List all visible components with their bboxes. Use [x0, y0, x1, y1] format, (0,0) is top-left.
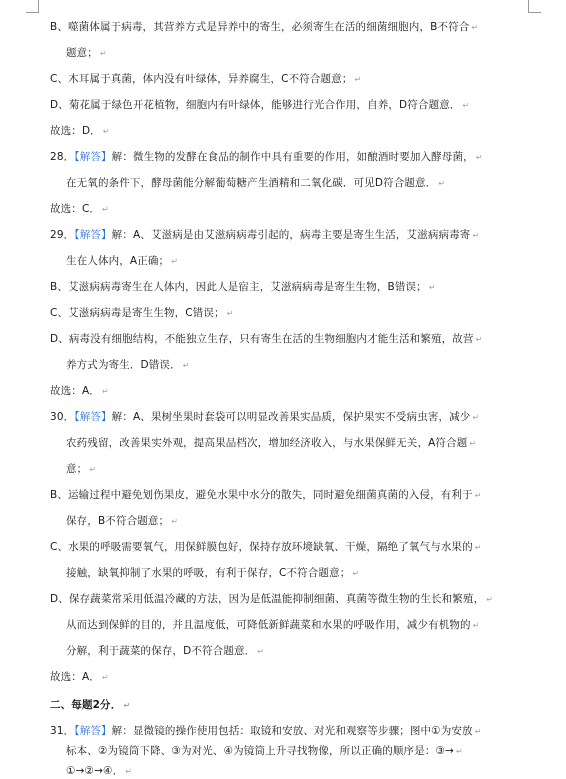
paragraph-mark-icon: ↵	[354, 75, 362, 84]
paragraph-mark-icon: ↵	[257, 647, 265, 656]
paragraph-mark-icon: ↵	[474, 727, 482, 736]
line-text: 解：显微镜的操作使用包括：取镜和安放、对光和观察等步骤；图中①为安放	[111, 725, 473, 737]
line-text: C、水果的呼吸需要氧气，用保鲜膜包好，保持存放环境缺氧、干燥，隔绝了氧气与水果的	[50, 541, 473, 553]
line-text: 题意；	[66, 47, 98, 59]
paragraph-mark-icon: ↵	[101, 673, 109, 682]
line-text: 二、每题2分．	[50, 699, 122, 711]
text-line	[50, 202, 109, 217]
paragraph-mark-icon: ↵	[456, 747, 463, 756]
paragraph-mark-icon: ↵	[182, 361, 190, 370]
text-line	[50, 72, 361, 87]
paragraph-mark-icon: ↵	[475, 335, 483, 344]
line-text: 生在人体内，A正确；	[66, 255, 170, 267]
line-text: D、病毒没有细胞结构，不能独立生存，只有寄生在活的生物细胞内才能生活和繁殖，故营	[50, 333, 474, 345]
text-line	[50, 592, 493, 607]
line-text: 接触，缺氧抑制了水果的呼吸，有利于保存，C不符合题意；	[66, 567, 351, 579]
line-text: 意；	[66, 463, 88, 475]
text-line	[50, 228, 479, 243]
answer-tag: 【解答】	[74, 411, 112, 423]
line-text: B、艾滋病病毒寄生在人体内，因此人是宿主，艾滋病病毒是寄生生物，B错误；	[50, 281, 427, 293]
paragraph-mark-icon: ↵	[101, 387, 109, 396]
paragraph-mark-icon: ↵	[474, 491, 482, 500]
answer-tag: 【解答】	[74, 725, 112, 737]
text-line	[66, 744, 463, 759]
line-text: 解：A、果树坐果时套袋可以明显改善果实品质，保护果实不受病虫害，减少	[111, 411, 471, 423]
text-line	[50, 540, 482, 555]
text-line	[66, 436, 476, 451]
text-line	[50, 332, 482, 347]
line-text: 故选：A．	[50, 671, 100, 683]
line-text: 从而达到保鲜的目的，并且温度低，可降低新鲜蔬菜和水果的呼吸作用，减少有机物的	[66, 619, 471, 631]
paragraph-mark-icon: ↵	[99, 49, 107, 58]
text-line	[50, 20, 478, 35]
paragraph-mark-icon: ↵	[352, 569, 360, 578]
question-number: 28．	[50, 151, 75, 163]
line-text: D、菊花属于绿色开花植物，细胞内有叶绿体，能够进行光合作用，自养，D符合题意．	[50, 99, 461, 111]
text-line	[50, 698, 130, 713]
paragraph-mark-icon: ↵	[472, 413, 480, 422]
question-number: 31．	[50, 725, 75, 737]
paragraph-mark-icon: ↵	[89, 465, 97, 474]
paragraph-mark-icon: ↵	[438, 179, 446, 188]
line-text: C、木耳属于真菌，体内没有叶绿体，异养腐生，C不符合题意；	[50, 73, 353, 85]
paragraph-mark-icon: ↵	[125, 767, 133, 776]
text-line	[66, 462, 96, 477]
text-line	[50, 280, 436, 295]
paragraph-mark-icon: ↵	[102, 127, 110, 136]
line-text: 农药残留，改善果实外观，提高果品档次，增加经济收入，与水果保鲜无关，A符合题	[66, 437, 468, 449]
paragraph-mark-icon: ↵	[472, 231, 480, 240]
text-line	[66, 764, 132, 779]
text-line	[50, 410, 479, 425]
paragraph-mark-icon: ↵	[471, 23, 479, 32]
paragraph-mark-icon: ↵	[171, 257, 179, 266]
text-line	[66, 358, 190, 373]
crop-mark-top-right	[528, 0, 541, 13]
text-line	[50, 670, 109, 685]
line-text: 故选：D．	[50, 125, 101, 137]
question-number: 29．	[50, 229, 75, 241]
line-text: 标本、②为镜筒下降、③为对光、④为镜筒上升寻找物像，所以正确的顺序是：③→	[66, 745, 454, 757]
text-line	[50, 384, 109, 399]
text-line	[50, 124, 110, 139]
paragraph-mark-icon: ↵	[123, 701, 131, 710]
text-line	[66, 644, 264, 659]
line-text: 故选：C．	[50, 203, 101, 215]
line-text: 解：微生物的发酵在食品的制作中具有重要的作用，如酿酒时要加入酵母菌，	[111, 151, 474, 163]
line-text: 在无氧的条件下，酵母菌能分解葡萄糖产生酒精和二氧化碳．可见D符合题意．	[66, 177, 437, 189]
line-text: ①→②→④．	[66, 765, 124, 777]
text-line	[66, 46, 107, 61]
text-line	[66, 254, 178, 269]
text-line	[66, 514, 178, 529]
paragraph-mark-icon: ↵	[102, 205, 109, 214]
line-text: 养方式为寄生．D错误．	[66, 359, 181, 371]
text-line	[50, 150, 483, 165]
paragraph-mark-icon: ↵	[226, 309, 234, 318]
question-number: 30．	[50, 411, 75, 423]
answer-tag: 【解答】	[74, 151, 112, 163]
text-line	[50, 98, 469, 113]
text-line	[50, 724, 482, 739]
line-text: 故选：A．	[50, 385, 100, 397]
paragraph-mark-icon: ↵	[462, 101, 470, 110]
line-text: 保存，B不符合题意；	[66, 515, 170, 527]
crop-mark-top-left	[26, 0, 39, 13]
paragraph-mark-icon: ↵	[171, 517, 179, 526]
paragraph-mark-icon: ↵	[475, 153, 483, 162]
text-line	[66, 176, 445, 191]
line-text: 解：A、艾滋病是由艾滋病病毒引起的，病毒主要是寄生生活，艾滋病病毒寄	[111, 229, 471, 241]
answer-tag: 【解答】	[74, 229, 112, 241]
line-text: B、运输过程中避免划伤果皮，避免水果中水分的散失，同时避免细菌真菌的入侵，有利于	[50, 489, 473, 501]
line-text: C、艾滋病病毒是寄生生物，C错误；	[50, 307, 225, 319]
paragraph-mark-icon: ↵	[428, 283, 436, 292]
line-text: 分解，利于蔬菜的保存，D不符合题意．	[66, 645, 256, 657]
paragraph-mark-icon: ↵	[486, 595, 494, 604]
paragraph-mark-icon: ↵	[469, 439, 477, 448]
text-line	[66, 566, 359, 581]
text-line	[50, 488, 482, 503]
paragraph-mark-icon: ↵	[472, 621, 480, 630]
line-text: D、保存蔬菜常采用低温冷藏的方法，因为是低温能抑制细菌、真菌等微生物的生长和繁殖，	[50, 593, 485, 605]
line-text: B、噬菌体属于病毒，其营养方式是异养中的寄生，必须寄生在活的细菌细胞内，B不符合	[50, 21, 470, 33]
text-line	[50, 306, 234, 321]
text-line	[66, 618, 480, 633]
paragraph-mark-icon: ↵	[474, 543, 482, 552]
